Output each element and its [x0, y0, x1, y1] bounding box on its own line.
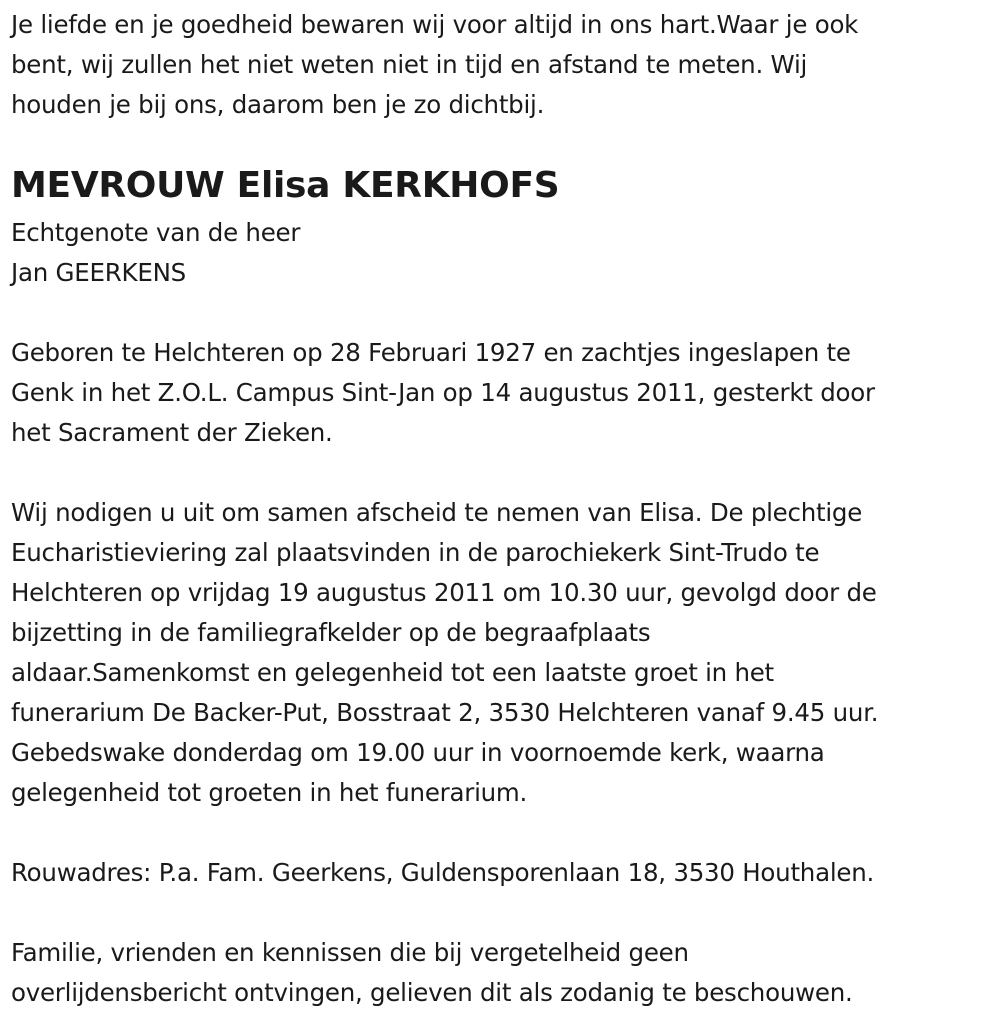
- relation-block: [11, 213, 300, 293]
- poem-line: Je liefde en je goedheid bewaren wij voor altijd in ons hart.Waar je ook: [11, 10, 859, 39]
- paragraph-line: Helchteren op vrijdag 19 augustus 2011 om 10.30 uur, gevolgd door de: [11, 578, 877, 607]
- poem-line: bent, wij zullen het niet weten niet in tijd en afstand te meten. Wij: [11, 50, 808, 79]
- paragraph-line: Familie, vrienden en kennissen die bij vergetelheid geen: [11, 938, 689, 967]
- paragraph-line: aldaar.Samenkomst en gelegenheid tot een laatste groet in het: [11, 658, 774, 687]
- paragraph-line: overlijdensbericht ontvingen, gelieven dit als zodanig te beschouwen.: [11, 978, 853, 1007]
- spouse-name: Jan GEERKENS: [11, 258, 186, 287]
- deceased-name: MEVROUW Elisa KERKHOFS: [11, 165, 560, 206]
- closing-paragraph: [11, 933, 853, 1013]
- paragraph-line: Geboren te Helchteren op 28 Februari 1927 en zachtjes ingeslapen te: [11, 338, 851, 367]
- poem: [11, 5, 858, 125]
- birth-death-paragraph: [11, 333, 875, 453]
- address-text: Rouwadres: P.a. Fam. Geerkens, Guldensporenlaan 18, 3530 Houthalen.: [11, 858, 875, 887]
- mourning-address: [11, 853, 874, 893]
- paragraph-line: Genk in het Z.O.L. Campus Sint-Jan op 14 augustus 2011, gesterkt door: [11, 378, 875, 407]
- deceased-header: [11, 164, 559, 208]
- poem-line: houden je bij ons, daarom ben je zo dichtbij.: [11, 90, 545, 119]
- paragraph-line: Wij nodigen u uit om samen afscheid te nemen van Elisa. De plechtige: [11, 498, 863, 527]
- paragraph-line: Gebedswake donderdag om 19.00 uur in voornoemde kerk, waarna: [11, 738, 825, 767]
- paragraph-line: funerarium De Backer-Put, Bosstraat 2, 3530 Helchteren vanaf 9.45 uur.: [11, 698, 879, 727]
- ceremony-paragraph: [11, 493, 878, 813]
- paragraph-line: bijzetting in de familiegrafkelder op de begraafplaats: [11, 618, 651, 647]
- paragraph-line: gelegenheid tot groeten in het funerarium.: [11, 778, 528, 807]
- relation-text: Echtgenote van de heer: [11, 218, 301, 247]
- paragraph-line: het Sacrament der Zieken.: [11, 418, 333, 447]
- paragraph-line: Eucharistieviering zal plaatsvinden in de parochiekerk Sint-Trudo te: [11, 538, 820, 567]
